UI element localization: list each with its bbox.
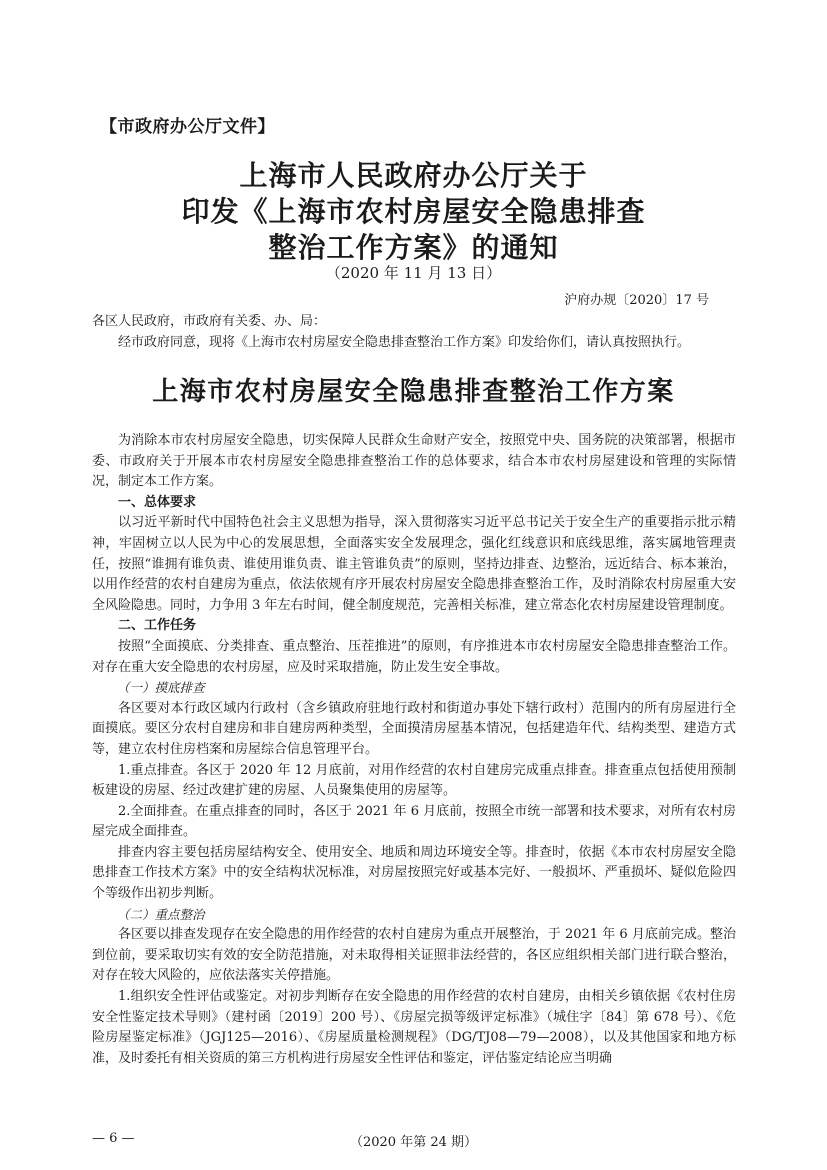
subsection-heading-rectification: （二）重点整治 <box>117 906 205 922</box>
document-category-tag: 【市政府办公厅文件】 <box>100 117 275 137</box>
subsection-heading-survey: （一）摸底排查 <box>117 680 205 696</box>
subsection-paragraph-survey: 各区要对本行政区域内行政村（含乡镇政府驻地行政村和街道办事处下辖行政村）范围内的所有房屋进行全面摸底。要区分农村自建房和非自建房两种类型，全面摸清房屋基本情况，包括建造年代、结构类型、建造方式等，建立农村住房档案和房屋综合信息管理平台。 <box>92 700 736 757</box>
plan-intro-paragraph: 为消除本市农村房屋安全隐患，切实保障人民群众生命财产安全，按照党中央、国务院的决策部署，根据市委、市政府关于开展本市农村房屋安全隐患排查整治工作的总体要求，结合本市农村房屋建设和管理的实际情况，制定本工作方案。 <box>92 433 736 490</box>
notice-date: （2020 年 11 月 13 日） <box>325 264 502 282</box>
paragraph-inspection-content: 排查内容主要包括房屋结构安全、使用安全、地质和周边环境安全等。排查时，依据《本市农村房屋安全隐患排查工作技术方案》中的安全结构状况标准，对房屋按照完好或基本完好、一般损坏、严重损坏、疑似危险四个等级作出初步判断。 <box>92 844 736 902</box>
page-number: — 6 — <box>92 1131 135 1146</box>
plan-title: 上海市农村房屋安全隐患排查整治工作方案 <box>152 377 675 407</box>
list-item-safety-assessment: 1.组织安全性评估或鉴定。对初步判断存在安全隐患的用作经营的农村自建房，由相关乡镇依据《农村住房安全性鉴定技术导则》（建村函〔2019〕200 号）、《房屋完损等级评定标准》（城住字〔84〕第 678 号）、《危险房屋鉴定标准》（JGJ125—2016）、《房屋质量检测规程》（DG/TJ08—79—2008），以及其他国家和地方标准，及时委托有相关资质的第三方机构进行房屋安全性评估和鉴定，评估鉴定结论应当明确 <box>92 989 736 1066</box>
plan-body <box>92 431 736 1069</box>
notice-body <box>92 312 736 353</box>
section-heading-work-tasks: 二、工作任务 <box>118 618 197 634</box>
notice-text: 经市政府同意，现将《上海市农村房屋安全隐患排查整治工作方案》印发给你们，请认真按照执行。 <box>118 334 691 350</box>
section-paragraph-general-requirements: 以习近平新时代中国特色社会主义思想为指导，深入贯彻落实习近平总书记关于安全生产的重要指示批示精神，牢固树立以人民为中心的发展思想，全面落实安全发展理念，强化红线意识和底线思维，落实属地管理责任，按照“谁拥有谁负责、谁使用谁负责、谁主管谁负责”的原则，坚持边排查、边整治，远近结合、标本兼治，以用作经营的农村自建房为重点，依法依规有序开展农村房屋安全隐患排查整治工作，及时消除农村房屋重大安全风险隐患。同时，力争用 3 年左右时间，健全制度规范，完善相关标准，建立常态化农村房屋建设管理制度。 <box>92 515 736 613</box>
notice-title-line-3: 整治工作方案》的通知 <box>268 231 559 264</box>
notice-title-line-1: 上海市人民政府办公厅关于 <box>239 159 588 192</box>
notice-title-line-2: 印发《上海市农村房屋安全隐患排查 <box>181 195 646 228</box>
notice-addressee: 各区人民政府，市政府有关委、办、局： <box>92 314 327 329</box>
subsection-paragraph-rectification: 各区要以排查发现存在安全隐患的用作经营的农村自建房为重点开展整治，于 2021 年 6 月底前完成。整治到位前，要采取切实有效的安全防范措施，对未取得相关证照非法经营的，各区应组织相关部门进行联合整治，对存在较大风险的，应依法落实关停措施。 <box>92 927 736 984</box>
document-number: 沪府办规〔2020〕17 号 <box>564 293 709 308</box>
section-paragraph-work-tasks: 按照“全面摸底、分类排查、重点整治、压茬推进”的原则，有序推进本市农村房屋安全隐患排查整治工作。对存在重大安全隐患的农村房屋，应及时采取措施，防止发生安全事故。 <box>92 638 736 675</box>
list-item-key-inspection: 1.重点排查。各区于 2020 年 12 月底前，对用作经营的农村自建房完成重点排查。排查重点包括使用预制板建设的房屋、经过改建扩建的房屋、人员聚集使用的房屋等。 <box>92 762 736 799</box>
issue-number: （2020 年第 24 期） <box>349 1135 478 1150</box>
list-item-full-inspection: 2.全面排查。在重点排查的同时，各区于 2021 年 6 月底前，按照全市统一部署和技术要求，对所有农村房屋完成全面排查。 <box>92 803 736 840</box>
section-heading-general-requirements: 一、总体要求 <box>118 494 197 510</box>
